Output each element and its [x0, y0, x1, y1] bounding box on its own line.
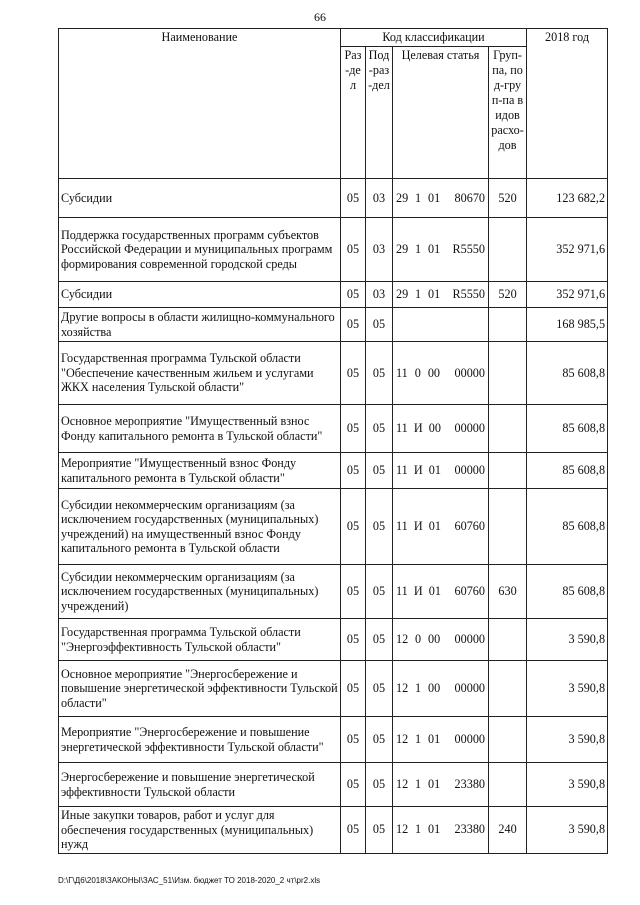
row-amount: 123 682,2: [527, 179, 608, 218]
row-name: Мероприятие "Имущественный взнос Фонду капитального ремонта в Тульской области": [59, 453, 341, 489]
row-target-article: [393, 218, 489, 282]
row-name: Иные закупки товаров, работ и услуг для обеспечения государственных (муниципальных) нужд: [59, 807, 341, 854]
row-amount: 168 985,5: [527, 308, 608, 342]
row-razdel: 05: [341, 453, 366, 489]
row-group: 630: [489, 565, 527, 619]
table-row: [59, 565, 608, 619]
target-article-part: 29: [396, 190, 409, 205]
target-article-part: 60760: [454, 519, 485, 533]
table-row: [59, 619, 608, 661]
target-article-part: 01: [427, 242, 441, 256]
target-article-part: 11: [396, 519, 408, 533]
row-group: [489, 489, 527, 565]
target-article-part: 1: [415, 732, 422, 746]
row-group: [489, 763, 527, 807]
row-target-article: [393, 342, 489, 405]
row-target-article: [393, 565, 489, 619]
row-name: Государственная программа Тульской области "Энергоэффективность Тульской области": [59, 619, 341, 661]
row-target-article: [393, 489, 489, 565]
target-article-part: 12: [396, 777, 409, 791]
row-group: 240: [489, 807, 527, 854]
row-amount: 3 590,8: [527, 619, 608, 661]
table-row: [59, 342, 608, 405]
row-amount: 3 590,8: [527, 661, 608, 717]
target-article-part: 60760: [454, 584, 485, 598]
target-article-part: 12: [396, 822, 409, 837]
header-group: Груп-па, под-груп-па видов расхо-дов: [489, 47, 527, 179]
row-target-article: [393, 661, 489, 717]
row-podrazdel: 03: [366, 218, 393, 282]
row-group: [489, 308, 527, 342]
row-amount: 3 590,8: [527, 807, 608, 854]
table-row: [59, 661, 608, 717]
row-podrazdel: 05: [366, 717, 393, 763]
row-name: Субсидии: [59, 282, 341, 308]
target-article-part: 11: [396, 421, 408, 435]
row-podrazdel: 05: [366, 619, 393, 661]
row-amount: 85 608,8: [527, 405, 608, 453]
row-razdel: 05: [341, 661, 366, 717]
table-row: [59, 405, 608, 453]
row-name: Субсидии некоммерческим организациям (за исключением государственных (муниципальных) учреждений) на имущественный взнос Фонду капитального ремонта в Тульской области: [59, 489, 341, 565]
table-row: [59, 308, 608, 342]
target-article-part: 23380: [454, 822, 485, 837]
table-row: [59, 282, 608, 308]
row-group: [489, 218, 527, 282]
row-podrazdel: 05: [366, 453, 393, 489]
header-year: 2018 год: [527, 29, 608, 179]
row-podrazdel: 05: [366, 807, 393, 854]
target-article-part: 00000: [454, 365, 485, 380]
row-podrazdel: 05: [366, 661, 393, 717]
row-podrazdel: 05: [366, 763, 393, 807]
target-article-part: 29: [396, 287, 409, 301]
row-target-article: [393, 308, 489, 342]
row-name: Субсидии: [59, 179, 341, 218]
target-article-part: И: [413, 519, 423, 533]
target-article-part: И: [413, 421, 423, 435]
row-name: Энергосбережение и повышение энергетической эффективности Тульской области: [59, 763, 341, 807]
row-target-article: [393, 763, 489, 807]
row-name: Поддержка государственных программ субъектов Российской Федерации и муниципальных программ формирования современной городской среды: [59, 218, 341, 282]
target-article-part: 01: [427, 777, 441, 791]
row-razdel: 05: [341, 282, 366, 308]
target-article-part: 01: [427, 822, 441, 837]
row-podrazdel: 05: [366, 405, 393, 453]
header-classification: Код классификации: [341, 29, 527, 47]
file-path-footer: D:\Г\Д6\2018\ЗАКОНЫ\ЗАС_51\Изм. бюджет ТО 2018-2020_2 чт\pr2.xls: [58, 876, 321, 885]
target-article-part: 00000: [454, 421, 485, 435]
target-article-part: 01: [427, 287, 441, 301]
target-article-part: 01: [427, 732, 441, 746]
header-target-article: Целевая статья: [393, 47, 489, 179]
table-row: [59, 763, 608, 807]
target-article-part: И: [413, 584, 423, 598]
target-article-part: 12: [396, 732, 409, 746]
row-razdel: 05: [341, 179, 366, 218]
row-amount: 85 608,8: [527, 342, 608, 405]
row-target-article: [393, 453, 489, 489]
row-target-article: [393, 282, 489, 308]
target-article-part: 1: [415, 777, 422, 791]
target-article-part: 1: [415, 287, 422, 301]
row-group: [489, 405, 527, 453]
target-article-part: 00000: [454, 732, 485, 746]
target-article-part: 12: [396, 681, 409, 695]
target-article-part: 29: [396, 242, 409, 256]
target-article-part: 23380: [454, 777, 485, 791]
row-razdel: 05: [341, 565, 366, 619]
row-name: Основное мероприятие "Имущественный взнос Фонду капитального ремонта в Тульской области": [59, 405, 341, 453]
row-amount: 352 971,6: [527, 282, 608, 308]
row-razdel: 05: [341, 308, 366, 342]
target-article-part: 00: [427, 681, 441, 695]
row-amount: 352 971,6: [527, 218, 608, 282]
table-row: [59, 717, 608, 763]
target-article-part: R5550: [452, 287, 485, 301]
header-razdel: Раз-дел: [341, 47, 366, 179]
table-row: [59, 489, 608, 565]
row-amount: 3 590,8: [527, 763, 608, 807]
target-article-part: 80670: [454, 190, 485, 205]
target-article-part: 00: [428, 421, 441, 435]
page-number: 66: [314, 10, 326, 24]
row-razdel: 05: [341, 405, 366, 453]
row-group: [489, 342, 527, 405]
row-name: Государственная программа Тульской области "Обеспечение качественным жильем и услугами ЖКХ населения Тульской области": [59, 342, 341, 405]
row-group: 520: [489, 282, 527, 308]
table-row: [59, 807, 608, 854]
row-target-article: [393, 405, 489, 453]
target-article-part: 1: [415, 822, 422, 837]
target-article-part: 01: [428, 463, 441, 477]
row-amount: 85 608,8: [527, 565, 608, 619]
target-article-part: 00: [427, 632, 441, 646]
target-article-part: И: [413, 463, 423, 477]
target-article-part: 1: [415, 242, 422, 256]
target-article-part: 1: [415, 681, 422, 695]
row-name: Другие вопросы в области жилищно-коммунального хозяйства: [59, 308, 341, 342]
row-target-article: [393, 619, 489, 661]
row-group: [489, 661, 527, 717]
row-razdel: 05: [341, 342, 366, 405]
row-group: 520: [489, 179, 527, 218]
target-article-part: 00000: [454, 463, 485, 477]
row-target-article: [393, 807, 489, 854]
row-podrazdel: 03: [366, 179, 393, 218]
target-article-part: 12: [396, 632, 409, 646]
row-name: Мероприятие "Энергосбережение и повышение энергетической эффективности Тульской области": [59, 717, 341, 763]
row-amount: 3 590,8: [527, 717, 608, 763]
row-podrazdel: 03: [366, 282, 393, 308]
row-group: [489, 619, 527, 661]
target-article-part: 01: [428, 584, 441, 598]
row-razdel: 05: [341, 489, 366, 565]
table-row: [59, 453, 608, 489]
table-row: [59, 179, 608, 218]
row-podrazdel: 05: [366, 342, 393, 405]
target-article-part: 00000: [454, 632, 485, 646]
target-article-part: 11: [396, 463, 408, 477]
row-name: Субсидии некоммерческим организациям (за исключением государственных (муниципальных) учреждений): [59, 565, 341, 619]
row-group: [489, 717, 527, 763]
row-razdel: 05: [341, 619, 366, 661]
target-article-part: 11: [396, 584, 408, 598]
target-article-part: 00000: [454, 681, 485, 695]
target-article-part: 11: [396, 365, 408, 380]
row-podrazdel: 05: [366, 308, 393, 342]
target-article-part: 01: [427, 190, 441, 205]
target-article-part: 01: [428, 519, 441, 533]
row-group: [489, 453, 527, 489]
target-article-part: R5550: [452, 242, 485, 256]
budget-table: [58, 28, 608, 854]
target-article-part: 00: [427, 365, 440, 380]
row-razdel: 05: [341, 807, 366, 854]
header-podrazdel: Под-раз-дел: [366, 47, 393, 179]
row-name: Основное мероприятие "Энергосбережение и повышение энергетической эффективности Тульской области": [59, 661, 341, 717]
row-razdel: 05: [341, 717, 366, 763]
row-target-article: [393, 717, 489, 763]
row-amount: 85 608,8: [527, 453, 608, 489]
target-article-part: 1: [415, 190, 422, 205]
row-target-article: [393, 179, 489, 218]
row-razdel: 05: [341, 218, 366, 282]
row-podrazdel: 05: [366, 565, 393, 619]
row-razdel: 05: [341, 763, 366, 807]
target-article-part: 0: [415, 632, 422, 646]
row-podrazdel: 05: [366, 489, 393, 565]
header-name: Наименование: [59, 29, 341, 179]
row-amount: 85 608,8: [527, 489, 608, 565]
table-row: [59, 218, 608, 282]
target-article-part: 0: [414, 365, 421, 380]
